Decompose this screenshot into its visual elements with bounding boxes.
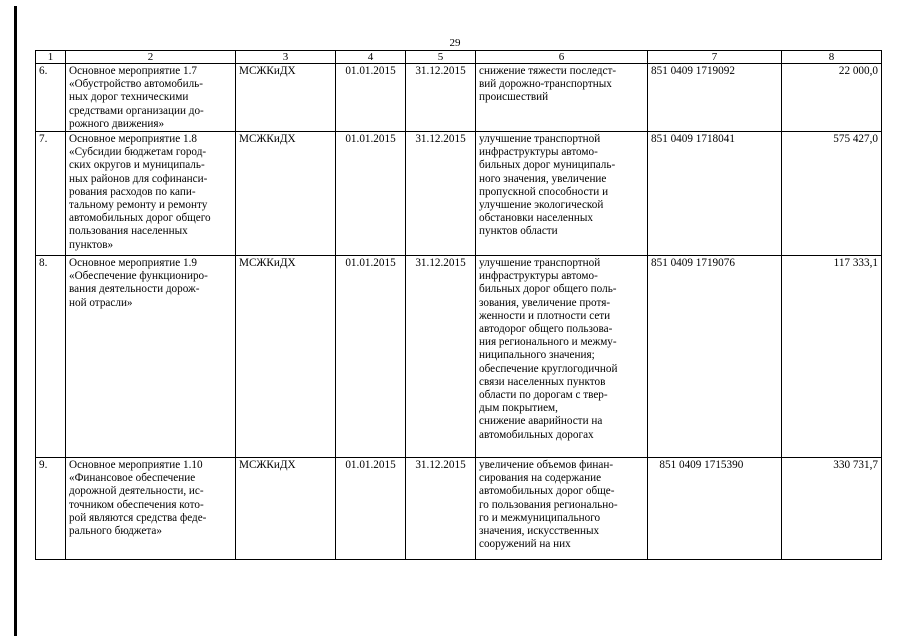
row-number: 7.	[36, 132, 66, 256]
row-number: 8.	[36, 256, 66, 458]
start-date: 01.01.2015	[336, 64, 406, 132]
expected-result	[476, 132, 648, 256]
table-row	[36, 256, 882, 458]
event-name	[66, 64, 236, 132]
event-name	[66, 256, 236, 458]
result-text: улучшение транспортной инфраструктуры автомо- бильных дорог муниципаль- ного значения, увеличение пропускной способности и улучшение экологической обстановки населенных пунктов области	[479, 133, 616, 238]
event-text: Основное мероприятие 1.8 «Субсидии бюджетам город- ских округов и муниципаль- ных районов для софинанси- рования расходов по капи- тальному ремонту и ремонту автомобильных дорог общего пользования населенных пунктов»	[69, 133, 211, 251]
expected-result	[476, 64, 648, 132]
header-cell: 8	[782, 51, 882, 64]
header-cell: 7	[648, 51, 782, 64]
event-name	[66, 458, 236, 560]
row-number: 6.	[36, 64, 66, 132]
event-name	[66, 132, 236, 256]
start-date: 01.01.2015	[336, 256, 406, 458]
event-text: Основное мероприятие 1.10 «Финансовое обеспечение дорожной деятельности, ис- точником обеспечения кото- рой являются средства феде- рального бюджета»	[69, 459, 207, 538]
event-text: Основное мероприятие 1.9 «Обеспечение функциониро- вания деятельности дорож- ной отрасли»	[69, 257, 208, 309]
end-date: 31.12.2015	[406, 64, 476, 132]
budget-code: 851 0409 1718041	[648, 132, 782, 256]
header-cell: 2	[66, 51, 236, 64]
end-date: 31.12.2015	[406, 132, 476, 256]
page-number: 29	[449, 37, 461, 49]
start-date: 01.01.2015	[336, 132, 406, 256]
executor: МСЖКиДХ	[236, 458, 336, 560]
executor: МСЖКиДХ	[236, 256, 336, 458]
result-text: снижение тяжести последст- вий дорожно-транспортных происшествий	[479, 65, 617, 104]
end-date: 31.12.2015	[406, 458, 476, 560]
binding-margin-line	[14, 6, 17, 636]
header-cell: 3	[236, 51, 336, 64]
expected-result	[476, 256, 648, 458]
table-row	[36, 132, 882, 256]
executor: МСЖКиДХ	[236, 132, 336, 256]
header-cell: 6	[476, 51, 648, 64]
event-text: Основное мероприятие 1.7 «Обустройство автомобиль- ных дорог техническими средствами организации до- рожного движения»	[69, 65, 204, 130]
table-row	[36, 64, 882, 132]
program-activities-table	[35, 50, 882, 560]
amount: 575 427,0	[782, 132, 882, 256]
result-text: увеличение объемов финан- сирования на содержание автомобильных дорог обще- го пользования регионально- го и межмуниципального значения, искусственных сооружений на них	[479, 459, 618, 551]
budget-code: 851 0409 1719092	[648, 64, 782, 132]
amount: 117 333,1	[782, 256, 882, 458]
row-number: 9.	[36, 458, 66, 560]
amount: 330 731,7	[782, 458, 882, 560]
budget-code: 851 0409 1715390	[648, 458, 782, 560]
expected-result	[476, 458, 648, 560]
header-cell: 1	[36, 51, 66, 64]
executor: МСЖКиДХ	[236, 64, 336, 132]
table-row	[36, 458, 882, 560]
start-date: 01.01.2015	[336, 458, 406, 560]
header-cell: 5	[406, 51, 476, 64]
header-cell: 4	[336, 51, 406, 64]
table-header-row	[36, 51, 882, 64]
result-text: улучшение транспортной инфраструктуры автомо- бильных дорог общего поль- зования, увеличение протя- женности и плотности сети автодорог общего пользова- ния регионального и межму- ниципального значения; обеспечение круглогодичной связи населенных пунктов области по дорогам с твер- дым покрытием, снижение аварийности на автомобильных дорогах	[479, 257, 618, 441]
amount: 22 000,0	[782, 64, 882, 132]
end-date: 31.12.2015	[406, 256, 476, 458]
budget-code: 851 0409 1719076	[648, 256, 782, 458]
